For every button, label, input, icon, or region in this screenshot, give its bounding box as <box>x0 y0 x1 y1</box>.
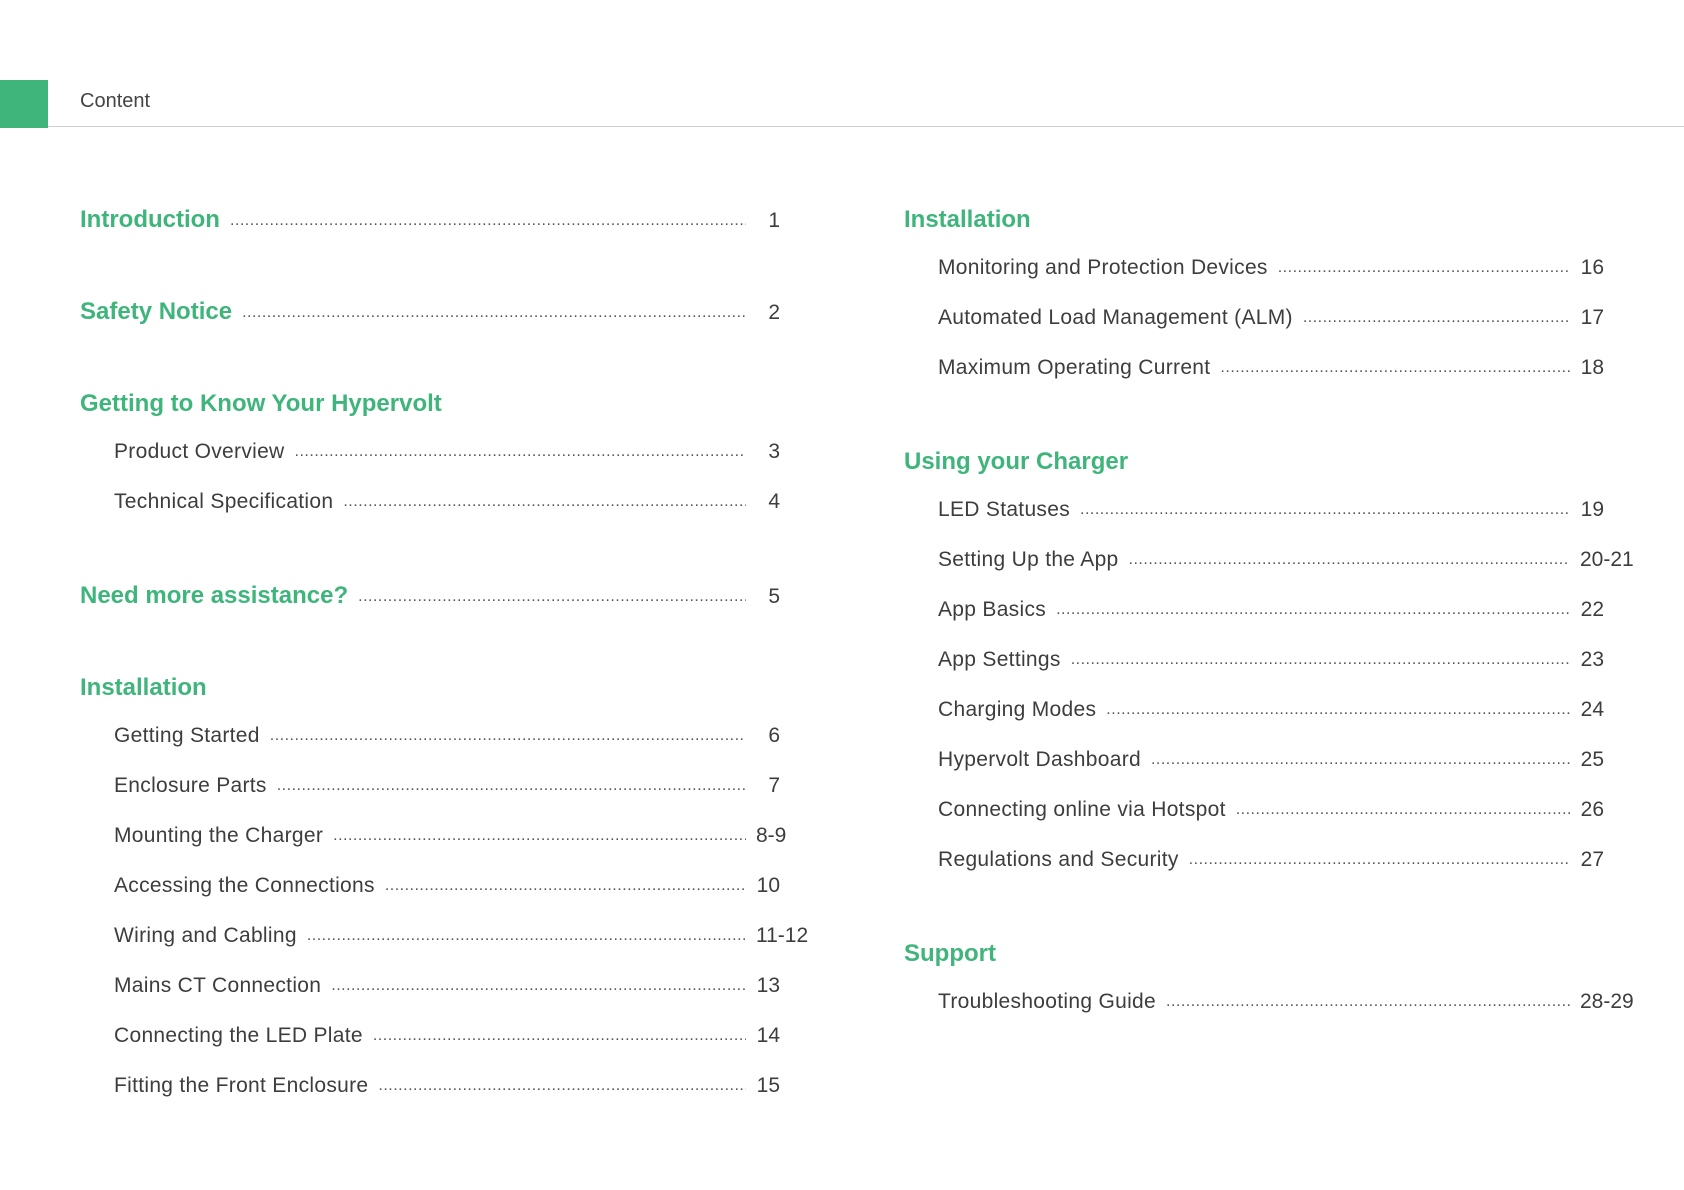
toc-entry[interactable] <box>904 990 1634 1022</box>
dot-leader <box>333 827 746 845</box>
toc-label: Connecting online via Hotspot <box>938 798 1226 821</box>
toc-page-number: 5 <box>768 585 780 608</box>
page-header-title: Content <box>80 90 151 112</box>
toc-entry[interactable] <box>80 490 780 522</box>
toc-page-number: 16 <box>1580 256 1604 279</box>
dot-leader <box>1106 701 1570 719</box>
toc-page-number: 23 <box>1580 648 1604 671</box>
toc-section-heading[interactable] <box>80 298 780 330</box>
dot-leader <box>1056 601 1570 619</box>
toc-label: Fitting the Front Enclosure <box>114 1074 369 1097</box>
dot-leader <box>1166 993 1570 1011</box>
dot-leader <box>373 1027 746 1045</box>
dot-leader <box>343 493 746 511</box>
toc-label: Enclosure Parts <box>114 774 267 797</box>
toc-label: Installation <box>80 674 207 701</box>
toc-entry[interactable] <box>904 848 1604 880</box>
dot-leader <box>1189 851 1570 869</box>
dot-leader <box>230 212 746 230</box>
toc-label: Getting Started <box>114 724 260 747</box>
dot-leader <box>307 927 746 945</box>
toc-section-heading[interactable] <box>80 206 780 238</box>
toc-entry[interactable] <box>80 724 780 756</box>
toc-entry[interactable] <box>904 356 1604 388</box>
toc-entry[interactable] <box>904 306 1604 338</box>
toc-page-number: 11-12 <box>756 924 809 947</box>
dot-leader <box>295 443 746 461</box>
dot-leader <box>358 588 746 606</box>
dot-leader <box>378 1077 746 1095</box>
toc-label: Troubleshooting Guide <box>938 990 1156 1013</box>
toc-entry[interactable] <box>904 698 1604 730</box>
toc-page-number: 7 <box>768 774 780 797</box>
toc-section-heading[interactable] <box>904 448 1604 480</box>
toc-label: LED Statuses <box>938 498 1070 521</box>
toc-label: Installation <box>904 206 1031 233</box>
toc-page-number: 13 <box>756 974 780 997</box>
toc-entry[interactable] <box>904 648 1604 680</box>
toc-entry[interactable] <box>80 874 780 906</box>
header-divider <box>48 126 1684 127</box>
toc-entry[interactable] <box>80 1074 780 1106</box>
toc-page-number: 24 <box>1580 698 1604 721</box>
toc-page-number: 17 <box>1580 306 1604 329</box>
toc-page-number: 2 <box>768 301 780 324</box>
toc-page-number: 8-9 <box>756 824 787 847</box>
toc-label: Regulations and Security <box>938 848 1179 871</box>
toc-page-number: 19 <box>1580 498 1604 521</box>
toc-label: Mounting the Charger <box>114 824 324 847</box>
toc-label: Need more assistance? <box>80 582 349 609</box>
toc-page-number: 14 <box>756 1024 780 1047</box>
toc-entry[interactable] <box>80 974 780 1006</box>
toc-page-number: 28-29 <box>1580 990 1634 1013</box>
toc-label: Introduction <box>80 206 220 233</box>
toc-page-number: 18 <box>1580 356 1604 379</box>
toc-entry[interactable] <box>80 924 809 956</box>
toc-label: Wiring and Cabling <box>114 924 297 947</box>
dot-leader <box>1220 359 1570 377</box>
dot-leader <box>1071 651 1570 669</box>
dot-leader <box>270 727 746 745</box>
dot-leader <box>1080 501 1570 519</box>
toc-label: Safety Notice <box>80 298 233 325</box>
toc-label: Setting Up the App <box>938 548 1119 571</box>
toc-section-heading[interactable] <box>904 940 1604 972</box>
toc-label: App Basics <box>938 598 1047 621</box>
dot-leader <box>242 304 746 322</box>
toc-label: Mains CT Connection <box>114 974 322 997</box>
dot-leader <box>1278 259 1570 277</box>
toc-section-heading[interactable] <box>80 582 780 614</box>
toc-label: Support <box>904 940 996 967</box>
dot-leader <box>277 777 746 795</box>
toc-label: Getting to Know Your Hypervolt <box>80 390 442 417</box>
dot-leader <box>1236 801 1570 819</box>
toc-entry[interactable] <box>904 256 1604 288</box>
toc-entry[interactable] <box>904 748 1604 780</box>
dot-leader <box>385 877 746 895</box>
toc-label: Using your Charger <box>904 448 1129 475</box>
toc-page-number: 6 <box>768 724 780 747</box>
toc-label: Connecting the LED Plate <box>114 1024 363 1047</box>
toc-label: Accessing the Connections <box>114 874 375 897</box>
toc-label: App Settings <box>938 648 1061 671</box>
toc-label: Technical Specification <box>114 490 334 513</box>
toc-entry[interactable] <box>80 824 787 856</box>
toc-entry[interactable] <box>904 798 1604 830</box>
toc-label: Charging Modes <box>938 698 1097 721</box>
toc-page-number: 26 <box>1580 798 1604 821</box>
toc-page-number: 27 <box>1580 848 1604 871</box>
toc-section-heading[interactable] <box>80 390 780 422</box>
toc-section-heading[interactable] <box>904 206 1604 238</box>
toc-page-number: 3 <box>768 440 780 463</box>
dot-leader <box>1303 309 1570 327</box>
header-accent-bar <box>0 80 48 128</box>
toc-page-number: 15 <box>756 1074 780 1097</box>
toc-entry[interactable] <box>80 774 780 806</box>
toc-label: Maximum Operating Current <box>938 356 1211 379</box>
toc-section-heading[interactable] <box>80 674 780 706</box>
toc-entry[interactable] <box>904 598 1604 630</box>
toc-entry[interactable] <box>904 548 1634 580</box>
toc-label: Monitoring and Protection Devices <box>938 256 1268 279</box>
dot-leader <box>331 977 746 995</box>
toc-label: Product Overview <box>114 440 285 463</box>
toc-page-number: 25 <box>1580 748 1604 771</box>
toc-entry[interactable] <box>904 498 1604 530</box>
toc-label: Automated Load Management (ALM) <box>938 306 1293 329</box>
dot-leader <box>1151 751 1570 769</box>
toc-page-number: 20-21 <box>1580 548 1634 571</box>
toc-page-number: 4 <box>768 490 780 513</box>
dot-leader <box>1129 551 1570 569</box>
toc-entry[interactable] <box>80 1024 780 1056</box>
toc-page-number: 10 <box>756 874 780 897</box>
toc-page-number: 1 <box>768 209 780 232</box>
toc-page-number: 22 <box>1580 598 1604 621</box>
toc-entry[interactable] <box>80 440 780 472</box>
toc-label: Hypervolt Dashboard <box>938 748 1141 771</box>
